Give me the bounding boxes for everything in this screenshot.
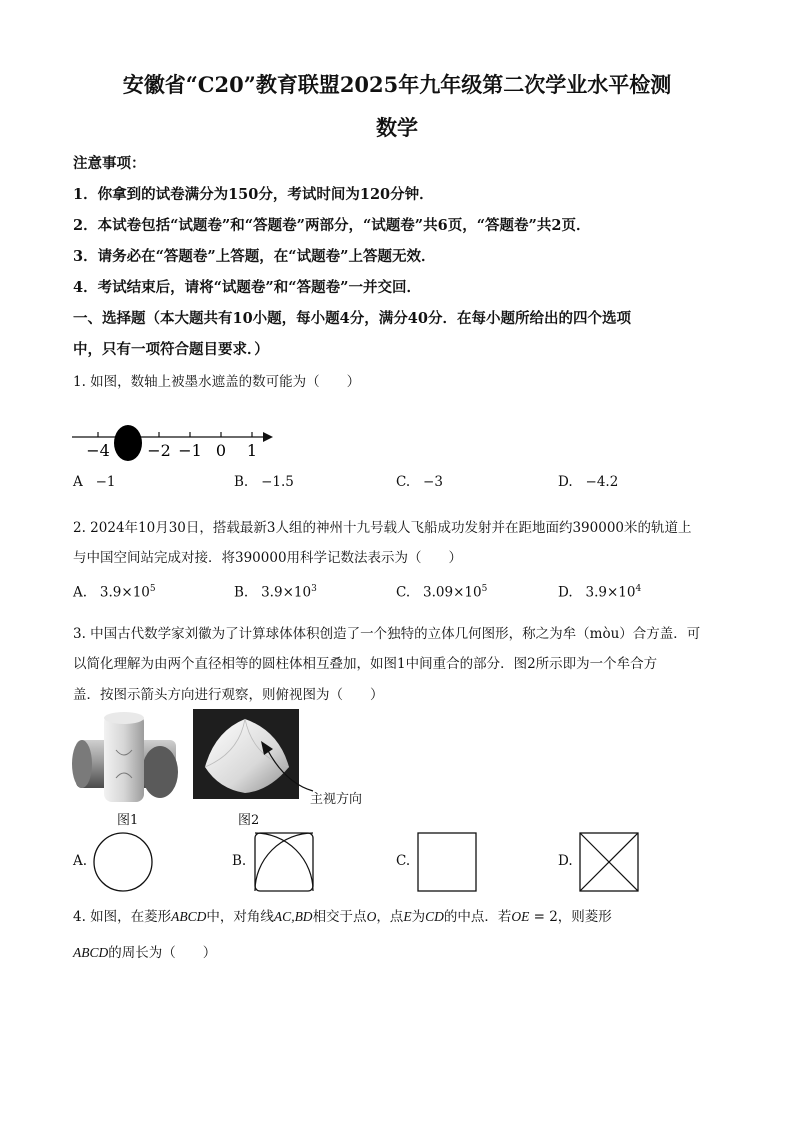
figure2-label: 图2: [238, 813, 260, 828]
option-text: −4.2: [585, 474, 619, 490]
q2-stem-line2: 与中国空间站完成对接．将390000用科学记数法表示为（ ）: [73, 550, 463, 566]
math-var: BD: [294, 909, 313, 924]
option-exponent: 4: [635, 584, 642, 594]
q3-stem-line3: 盖．按图示箭头方向进行观察，则俯视图为（ ）: [73, 687, 384, 703]
arrow-head-icon: [261, 741, 273, 755]
math-var: AC: [273, 909, 292, 924]
q3-option-b-figure[interactable]: [253, 831, 315, 893]
vertical-cylinder: [104, 714, 144, 802]
notice-heading: 注意事项：: [73, 155, 146, 172]
math-var: CD: [425, 909, 444, 924]
math-var: OE: [511, 909, 530, 924]
option-letter: B.: [234, 584, 249, 601]
text-run: 相交于点: [312, 909, 367, 925]
q1-option-a[interactable]: [73, 474, 116, 490]
math-sep: ,: [291, 909, 295, 924]
cylinder-top: [104, 712, 144, 724]
text-run: 的中点．若: [443, 909, 512, 925]
axis-label-0: 0: [215, 441, 227, 460]
text-run: 为: [411, 909, 426, 925]
math-var: ABCD: [171, 909, 207, 924]
q3-option-a-figure[interactable]: [92, 831, 154, 893]
exam-title: 安徽省“C20”教育联盟2025年九年级第二次学业水平检测: [122, 72, 672, 97]
option-exponent: 3: [311, 584, 317, 594]
notice-item-3: 3．请务必在“答题卷”上答题，在“试题卷”上答题无效．: [73, 248, 436, 265]
q3-option-a-letter[interactable]: A.: [73, 853, 88, 869]
q1-option-c[interactable]: [396, 474, 443, 490]
notice-item-2: 2．本试卷包括“试题卷”和“答题卷”两部分，“试题卷”共6页，“答题卷”共2页．: [73, 217, 591, 234]
text-run: 4. 如图，在菱形: [73, 909, 172, 925]
view-direction-arrow: [255, 735, 325, 795]
option-base: 3.9×10: [99, 584, 150, 601]
axis-label-minus2: −2: [147, 441, 171, 460]
q1-number-line: [68, 418, 278, 464]
text-run: 中，对角线: [206, 909, 274, 925]
ink-blot: [114, 425, 142, 461]
q3-option-c-figure[interactable]: [416, 831, 478, 893]
option-letter: A.: [73, 584, 88, 601]
q4-stem-line1: [73, 905, 612, 925]
q4-stem-line2: [73, 941, 216, 961]
figure1-label: 图1: [117, 813, 139, 828]
option-base: 3.9×10: [261, 584, 312, 601]
q1-option-d[interactable]: [558, 474, 618, 490]
math-var: O: [366, 909, 377, 924]
option-text: −1.5: [261, 474, 294, 490]
option-letter: C.: [396, 474, 411, 490]
section-heading-line2: 中，只有一项符合题目要求．）: [73, 341, 269, 358]
q2-option-c[interactable]: [396, 584, 487, 601]
option-letter: B.: [234, 474, 249, 490]
section-heading-line1: 一、选择题（本大题共有10小题，每小题4分，满分40分．在每小题所给出的四个选项: [73, 310, 631, 327]
q2-option-a[interactable]: [73, 584, 156, 601]
q3-option-c-letter[interactable]: C.: [396, 853, 411, 869]
arrow-label: 主视方向: [310, 792, 363, 807]
option-base: 3.9×10: [585, 584, 636, 601]
arc-shape: [255, 833, 313, 891]
q2-option-d[interactable]: [558, 584, 641, 601]
axis-label-minus1: −1: [178, 441, 202, 460]
option-letter: D.: [558, 474, 573, 490]
option-letter: D.: [558, 584, 573, 601]
q3-option-b-letter[interactable]: B.: [232, 853, 247, 869]
notice-item-1: 1．你拿到的试卷满分为150分，考试时间为120分钟．: [73, 186, 434, 203]
q3-stem-line1: 3. 中国古代数学家刘徽为了计算球体体积创造了一个独特的立体几何图形，称之为牟（mòu）合方盖．可: [73, 626, 701, 642]
q3-stem-line2: 以简化理解为由两个直径相等的圆柱体相互叠加，如图1中间重合的部分．图2所示即为一个牟合方: [73, 656, 658, 672]
q3-option-d-figure[interactable]: [578, 831, 640, 893]
arrow-shaft: [267, 749, 313, 791]
axis-label-minus4: −4: [86, 441, 110, 460]
text-run: 的周长为（ ）: [108, 945, 217, 961]
circle-shape: [94, 833, 152, 891]
q1-option-b[interactable]: [234, 474, 294, 490]
option-text: −3: [423, 474, 443, 490]
text-run: ，点: [376, 909, 404, 925]
square-shape: [255, 833, 313, 891]
text-run: = 2，则菱形: [529, 909, 612, 925]
option-letter: A: [73, 474, 83, 490]
axis-label-1: 1: [246, 441, 258, 460]
square-shape: [418, 833, 476, 891]
cylinder-end-left: [72, 740, 92, 788]
notice-item-4: 4．考试结束后，请将“试题卷”和“答题卷”一并交回．: [73, 279, 421, 296]
math-var: ABCD: [73, 945, 109, 960]
q1-stem: 1. 如图，数轴上被墨水遮盖的数可能为（ ）: [73, 374, 361, 390]
option-letter: C.: [396, 584, 411, 601]
arc-shape: [255, 833, 313, 891]
q2-option-b[interactable]: [234, 584, 317, 601]
math-var: E: [403, 909, 412, 924]
q3-figure1: [68, 710, 180, 806]
subject-title: 数学: [376, 115, 418, 140]
option-base: 3.09×10: [423, 584, 482, 601]
option-exponent: 5: [149, 584, 156, 594]
number-line-arrow-icon: [263, 432, 273, 442]
option-exponent: 5: [481, 584, 488, 594]
q3-option-d-letter[interactable]: D.: [558, 853, 573, 869]
cylinder-end-right: [142, 746, 178, 798]
option-text: −1: [95, 474, 116, 490]
q2-stem-line1: 2. 2024年10月30日，搭载最新3人组的神州十九号载人飞船成功发射并在距地面约390000米的轨道上: [73, 520, 692, 536]
